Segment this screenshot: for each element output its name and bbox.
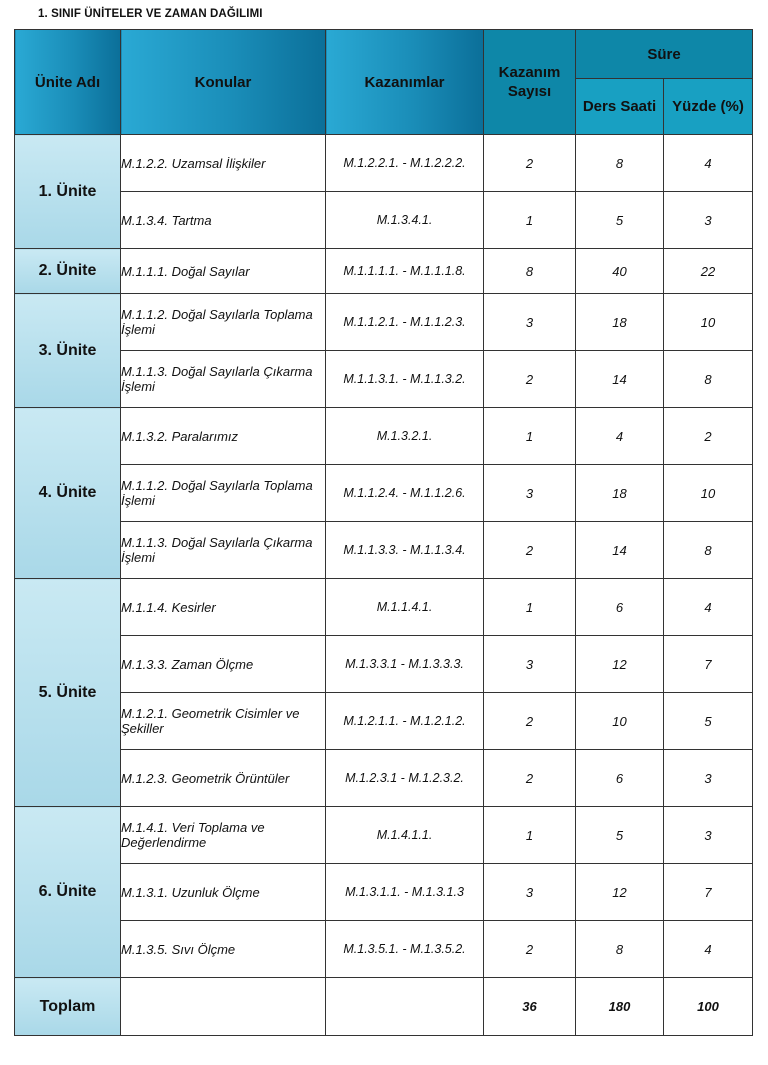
percent-cell: 5 — [664, 693, 753, 750]
lesson-hours-cell: 6 — [576, 750, 664, 807]
total-hours-cell: 180 — [576, 978, 664, 1036]
outcomes-cell: M.1.1.1.1. - M.1.1.1.8. — [326, 249, 484, 294]
lesson-hours-cell: 4 — [576, 408, 664, 465]
outcomes-cell: M.1.1.3.3. - M.1.1.3.4. — [326, 522, 484, 579]
outcomes-cell: M.1.2.2.1. - M.1.2.2.2. — [326, 135, 484, 192]
header-duration: Süre — [576, 30, 753, 79]
percent-cell: 7 — [664, 636, 753, 693]
lesson-hours-cell: 12 — [576, 636, 664, 693]
table-row — [15, 249, 753, 294]
percent-cell: 10 — [664, 465, 753, 522]
total-label-cell: Toplam — [15, 978, 121, 1036]
table-row — [15, 693, 753, 750]
topic-cell: M.1.3.3. Zaman Ölçme — [121, 636, 326, 693]
header-unit: Ünite Adı — [15, 30, 121, 135]
outcome-count-cell: 3 — [484, 465, 576, 522]
topic-cell: M.1.1.3. Doğal Sayılarla Çıkarma İşlemi — [121, 351, 326, 408]
outcomes-cell: M.1.1.3.1. - M.1.1.3.2. — [326, 351, 484, 408]
time-distribution-table — [14, 29, 753, 1036]
outcome-count-cell: 2 — [484, 693, 576, 750]
unit-name-cell: 4. Ünite — [15, 408, 121, 579]
table-row — [15, 636, 753, 693]
outcomes-cell: M.1.3.2.1. — [326, 408, 484, 465]
total-topic-empty — [121, 978, 326, 1036]
outcome-count-cell: 2 — [484, 135, 576, 192]
outcome-count-cell: 1 — [484, 408, 576, 465]
outcomes-cell: M.1.3.4.1. — [326, 192, 484, 249]
lesson-hours-cell: 6 — [576, 579, 664, 636]
table-row — [15, 351, 753, 408]
header-outcomes: Kazanımlar — [326, 30, 484, 135]
outcome-count-cell: 3 — [484, 636, 576, 693]
outcome-count-cell: 2 — [484, 750, 576, 807]
outcomes-cell: M.1.2.3.1 - M.1.2.3.2. — [326, 750, 484, 807]
table-row — [15, 135, 753, 192]
topic-cell: M.1.3.1. Uzunluk Ölçme — [121, 864, 326, 921]
table-row — [15, 579, 753, 636]
lesson-hours-cell: 8 — [576, 921, 664, 978]
lesson-hours-cell: 5 — [576, 192, 664, 249]
topic-cell: M.1.1.2. Doğal Sayılarla Toplama İşlemi — [121, 465, 326, 522]
topic-cell: M.1.3.2. Paralarımız — [121, 408, 326, 465]
table-row — [15, 192, 753, 249]
outcome-count-cell: 3 — [484, 294, 576, 351]
header-outcome-count: Kazanım Sayısı — [484, 30, 576, 135]
percent-cell: 3 — [664, 750, 753, 807]
topic-cell: M.1.3.5. Sıvı Ölçme — [121, 921, 326, 978]
unit-name-cell: 3. Ünite — [15, 294, 121, 408]
table-row — [15, 522, 753, 579]
topic-cell: M.1.2.3. Geometrik Örüntüler — [121, 750, 326, 807]
topic-cell: M.1.2.1. Geometrik Cisimler ve Şekiller — [121, 693, 326, 750]
percent-cell: 3 — [664, 192, 753, 249]
topic-cell: M.1.1.3. Doğal Sayılarla Çıkarma İşlemi — [121, 522, 326, 579]
lesson-hours-cell: 14 — [576, 522, 664, 579]
percent-cell: 4 — [664, 135, 753, 192]
lesson-hours-cell: 40 — [576, 249, 664, 294]
table-row — [15, 921, 753, 978]
outcome-count-cell: 8 — [484, 249, 576, 294]
lesson-hours-cell: 12 — [576, 864, 664, 921]
table-row — [15, 864, 753, 921]
topic-cell: M.1.2.2. Uzamsal İlişkiler — [121, 135, 326, 192]
outcome-count-cell: 2 — [484, 921, 576, 978]
topic-cell: M.1.1.1. Doğal Sayılar — [121, 249, 326, 294]
table-row — [15, 807, 753, 864]
lesson-hours-cell: 8 — [576, 135, 664, 192]
outcomes-cell: M.1.3.1.1. - M.1.3.1.3 — [326, 864, 484, 921]
unit-name-cell: 6. Ünite — [15, 807, 121, 978]
percent-cell: 7 — [664, 864, 753, 921]
total-row — [15, 978, 753, 1036]
unit-name-cell: 2. Ünite — [15, 249, 121, 294]
outcome-count-cell: 3 — [484, 864, 576, 921]
outcomes-cell: M.1.1.2.4. - M.1.1.2.6. — [326, 465, 484, 522]
header-topics: Konular — [121, 30, 326, 135]
topic-cell: M.1.4.1. Veri Toplama ve Değerlendirme — [121, 807, 326, 864]
table-body — [15, 135, 753, 1036]
lesson-hours-cell: 10 — [576, 693, 664, 750]
outcome-count-cell: 1 — [484, 192, 576, 249]
lesson-hours-cell: 18 — [576, 294, 664, 351]
table-row — [15, 408, 753, 465]
table-row — [15, 465, 753, 522]
header-percent: Yüzde (%) — [664, 79, 753, 135]
topic-cell: M.1.3.4. Tartma — [121, 192, 326, 249]
header-lesson-hours: Ders Saati — [576, 79, 664, 135]
outcomes-cell: M.1.3.3.1 - M.1.3.3.3. — [326, 636, 484, 693]
outcome-count-cell: 2 — [484, 351, 576, 408]
outcome-count-cell: 1 — [484, 579, 576, 636]
unit-name-cell: 1. Ünite — [15, 135, 121, 249]
unit-name-cell: 5. Ünite — [15, 579, 121, 807]
lesson-hours-cell: 14 — [576, 351, 664, 408]
percent-cell: 4 — [664, 579, 753, 636]
percent-cell: 8 — [664, 522, 753, 579]
outcome-count-cell: 1 — [484, 807, 576, 864]
percent-cell: 8 — [664, 351, 753, 408]
total-count-cell: 36 — [484, 978, 576, 1036]
percent-cell: 2 — [664, 408, 753, 465]
page-title: 1. SINIF ÜNİTELER VE ZAMAN DAĞILIMI — [38, 8, 263, 20]
total-outcomes-empty — [326, 978, 484, 1036]
table-row — [15, 750, 753, 807]
outcomes-cell: M.1.1.4.1. — [326, 579, 484, 636]
table-row — [15, 294, 753, 351]
topic-cell: M.1.1.2. Doğal Sayılarla Toplama İşlemi — [121, 294, 326, 351]
percent-cell: 4 — [664, 921, 753, 978]
lesson-hours-cell: 5 — [576, 807, 664, 864]
percent-cell: 22 — [664, 249, 753, 294]
outcomes-cell: M.1.4.1.1. — [326, 807, 484, 864]
outcomes-cell: M.1.1.2.1. - M.1.1.2.3. — [326, 294, 484, 351]
outcome-count-cell: 2 — [484, 522, 576, 579]
lesson-hours-cell: 18 — [576, 465, 664, 522]
percent-cell: 3 — [664, 807, 753, 864]
outcomes-cell: M.1.3.5.1. - M.1.3.5.2. — [326, 921, 484, 978]
percent-cell: 10 — [664, 294, 753, 351]
outcomes-cell: M.1.2.1.1. - M.1.2.1.2. — [326, 693, 484, 750]
topic-cell: M.1.1.4. Kesirler — [121, 579, 326, 636]
total-percent-cell: 100 — [664, 978, 753, 1036]
